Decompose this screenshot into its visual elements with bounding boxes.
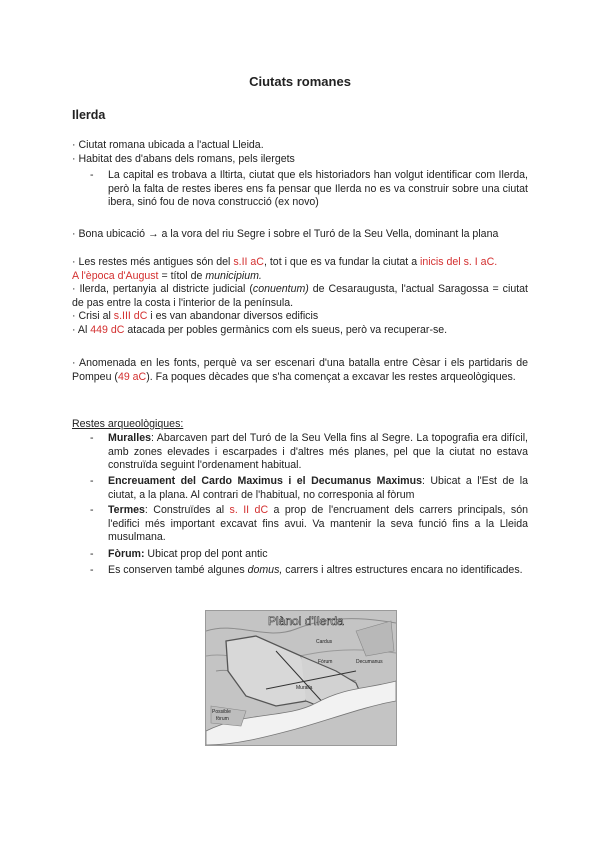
line-habitat: · Habitat des d'abans dels romans, pels ilergets bbox=[72, 153, 295, 165]
section-heading: Ilerda bbox=[72, 108, 106, 122]
svg-text:Fòrum: Fòrum bbox=[318, 659, 333, 665]
map-drawing bbox=[206, 611, 396, 745]
epoca-august: A l'època d'August bbox=[72, 269, 159, 282]
svg-text:Muralla: Muralla bbox=[296, 685, 313, 691]
item-encreuament: Encreuament del Cardo Maximus i el Decumanus Maximus: Ubicat a l'Est de la ciutat, a la plana. Al contrari de l'habitual, no corresponia al fòrum bbox=[108, 475, 528, 501]
date-sIII-dC: s.III dC bbox=[113, 310, 148, 323]
date-sII-aC: s.II aC bbox=[233, 256, 264, 268]
iltirta-text: La capital es trobava a Iltirta, ciutat que els historiadors han volgut identificar com Ilerda, però la falta de restes iberes ens fa pensar que Ilerda no es va construir sobre una ciutat ibera, sinó fou de nova construcció (ex novo) bbox=[108, 169, 528, 209]
dash-bullet: - bbox=[90, 432, 94, 444]
dash-bullet: - bbox=[90, 475, 94, 487]
svg-text:Decumanus: Decumanus bbox=[356, 659, 383, 665]
date-49-aC: 49 aC bbox=[117, 370, 147, 383]
map-title: Plànol d'Ilerda bbox=[268, 614, 344, 628]
item-muralles: Muralles: Abarcaven part del Turó de la Seu Vella fins al Segre. La topografia era difícil, amb zones elevades i escarpades i d'altres més planes, pel que la ciutat no estava construïda seguint l'ordenament habitual. bbox=[108, 432, 528, 472]
dash-bullet: - bbox=[90, 548, 94, 560]
batalla-paragraph: · Anomenada en les fonts, perquè va ser escenari d'una batalla entre Cèsar i els partidaris de Pompeu (49 aC). Fa poques dècades que s'ha començat a excavar les restes arqueològiques. bbox=[72, 357, 528, 383]
item-forum: Fòrum: Ubicat prop del pont antic bbox=[108, 548, 268, 560]
date-sII-dC: s. II dC bbox=[229, 504, 269, 516]
item-domus: Es conserven també algunes domus, carrers i altres estructures encara no identificades. bbox=[108, 564, 523, 576]
dash-bullet: - bbox=[90, 504, 94, 516]
svg-text:Possible: Possible bbox=[212, 709, 231, 715]
restes-antigues-paragraph: · Les restes més antigues són del s.II aC, tot i que es va fundar la ciutat a inicis del s. I aC. A l'època d'August = títol de municipium. · Ilerda, pertanyia al districte judicial (conuentum) de Cesaraugusta, l'actual Saragossa = ciutat de pas entre la costa i l'interior de la península. · Crisi al s.III dC i es van abandonar diversos edificis · Al 449 dC atacada per pobles germànics com els sueus, però va recuperar-se. bbox=[72, 256, 528, 336]
ilerda-map-image bbox=[205, 610, 397, 746]
dash-bullet: - bbox=[90, 564, 94, 576]
line-ciutat: · Ciutat romana ubicada a l'actual Lleida. bbox=[72, 139, 264, 151]
date-449-dC: 449 dC bbox=[90, 323, 125, 336]
restes-heading: Restes arqueològiques: bbox=[72, 418, 184, 430]
svg-text:fòrum: fòrum bbox=[216, 716, 229, 722]
dash-bullet: - bbox=[90, 169, 94, 181]
date-inicis-sI-aC: inicis del s. I aC. bbox=[420, 256, 498, 268]
ubicacio-text: · Bona ubicació → a la vora del riu Segre i sobre el Turó de la Seu Vella, dominant la plana bbox=[72, 228, 499, 240]
item-termes: Termes: Construïdes al s. II dC a prop de l'encruament dels carrers principals, són l'edifici més important excavat fins avui. Va mantenir la seva funció fins a la Lleida musulmana. bbox=[108, 504, 529, 544]
svg-text:Cardus: Cardus bbox=[316, 639, 333, 645]
page-title: Ciutats romanes bbox=[249, 74, 351, 89]
